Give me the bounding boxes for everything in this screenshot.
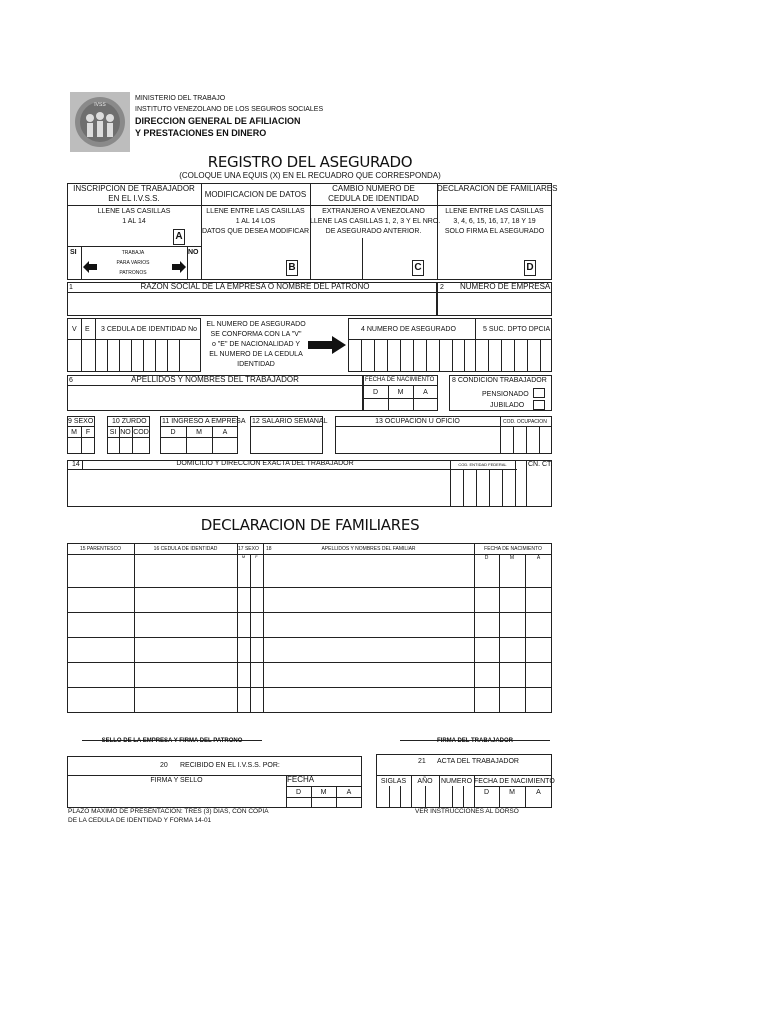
option-a-checkbox[interactable]: A	[173, 229, 185, 245]
option-varios: TRABAJA	[121, 250, 145, 256]
option-d-note-3: SOLO FIRMA EL ASEGURADO	[444, 228, 545, 235]
logo-text: IVSS	[94, 102, 106, 108]
si-checkbox[interactable]	[69, 264, 79, 278]
col-18: 18	[266, 546, 272, 552]
field-5-label: 5 SUC. DPTO DPCIA	[483, 326, 551, 333]
numero-label: NUMERO	[440, 778, 473, 785]
option-c-checkbox[interactable]: C	[412, 260, 424, 276]
page-subtitle: (COLOQUE UNA EQUIS (X) EN EL RECUADRO QUE CORRESPONDA)	[179, 171, 441, 180]
option-b-checkbox[interactable]: B	[286, 260, 298, 276]
option-d-note: LLENE ENTRE LAS CASILLAS	[445, 208, 544, 215]
fecha-label: FECHA	[287, 775, 315, 784]
field-9-label: 9 SEXO	[68, 418, 94, 425]
field-14-label: DOMICILIO Y DIRECCION EXACTA DEL TRABAJADOR	[176, 460, 354, 467]
familiares-title: DECLARACION DE FAMILIARES	[200, 516, 420, 534]
field-20-label: RECIBIDO EN EL I.V.S.S. POR:	[180, 762, 280, 769]
field-21-label: ACTA DEL TRABAJADOR	[437, 758, 519, 765]
header-direction: DIRECCION GENERAL DE AFILIACION	[135, 116, 301, 126]
col-nombres: APELLIDOS Y NOMBRES DEL FAMILIAR	[321, 546, 416, 552]
field-1-num: 1	[69, 284, 73, 291]
field-12-label: 12 SALARIO SEMANAL	[252, 418, 328, 425]
firma-trabajador-label: FIRMA DEL TRABAJADOR	[437, 738, 513, 744]
nationality-v: V	[72, 326, 77, 333]
col-fecha-m: M	[509, 555, 515, 561]
ingreso-a: A	[222, 429, 228, 436]
asegurado-note-2: SE CONFORMA CON LA "V"	[210, 331, 302, 338]
jubilado-label: JUBILADO	[490, 402, 525, 409]
option-c-title-2: CEDULA DE IDENTIDAD	[328, 194, 419, 203]
col-sexo-m: M	[241, 554, 246, 559]
header-institute: INSTITUTO VENEZOLANO DE LOS SEGUROS SOCIALES	[135, 106, 324, 113]
field-13-label: 13 OCUPACION U OFICIO	[375, 418, 460, 425]
col-sexo-f: F	[255, 554, 258, 559]
option-a-title-2: EN EL I.V.S.S.	[108, 194, 160, 203]
col-cedula: 16 CEDULA DE IDENTIDAD	[153, 546, 218, 552]
option-d-checkbox[interactable]: D	[524, 260, 536, 276]
cod-ocupacion-label: COD. OCUPACION	[503, 419, 547, 425]
fecha-21-d: D	[483, 789, 490, 796]
option-a-note-2: 1 AL 14	[122, 218, 146, 225]
fecha-21-a: A	[536, 789, 541, 796]
sexo-f: F	[85, 429, 91, 436]
plazo-note-2: DE LA CEDULA DE IDENTIDAD Y FORMA 14-01	[68, 817, 212, 824]
sexo-m: M	[71, 429, 77, 436]
asegurado-note-5: IDENTIDAD	[237, 361, 275, 368]
fecha-20-a: A	[346, 789, 352, 796]
option-varios-2: PARA VARIOS	[116, 260, 150, 266]
field-2-num: 2	[440, 284, 444, 291]
option-no-label: NO	[188, 249, 199, 256]
fecha-21-m: M	[509, 789, 515, 796]
anio-label: AÑO	[417, 778, 433, 785]
option-c-note-3: DE ASEGURADO ANTERIOR.	[325, 228, 422, 235]
sello-label: SELLO DE LA EMPRESA Y FIRMA DEL PATRONO	[101, 738, 243, 744]
field-1-label: RAZON SOCIAL DE LA EMPRESA O NOMBRE DEL PATRONO	[140, 282, 370, 291]
pensionado-label: PENSIONADO	[482, 391, 529, 398]
zurdo-si: SI	[109, 429, 117, 436]
fecha-d: D	[372, 389, 379, 396]
ingreso-d: D	[170, 429, 176, 436]
col-parentesco: 15 PARENTESCO	[79, 546, 122, 552]
option-b-note: LLENE ENTRE LAS CASILLAS	[206, 208, 305, 215]
header-direction-2: Y PRESTACIONES EN DINERO	[135, 128, 267, 138]
fecha-a: A	[423, 389, 428, 396]
instrucciones-note: VER INSTRUCCIONES AL DORSO	[415, 808, 519, 815]
col-fecha-d: D	[484, 555, 489, 561]
option-b-note-2: 1 AL 14 LOS	[235, 218, 276, 225]
option-c-note: EXTRANJERO A VENEZOLANO	[322, 208, 425, 215]
zurdo-cod: COD	[133, 429, 149, 436]
field-20-num: 20	[160, 762, 168, 769]
page-title: REGISTRO DEL ASEGURADO	[207, 153, 413, 171]
arrow-right-big-icon	[308, 336, 346, 359]
col-sexo: 17 SEXO	[238, 546, 259, 552]
siglas-label: SIGLAS	[380, 778, 407, 785]
field-2-label: NUMERO DE EMPRESA	[460, 282, 551, 291]
asegurado-note: EL NUMERO DE ASEGURADO	[206, 321, 306, 328]
option-a-note: LLENE LAS CASILLAS	[97, 208, 171, 215]
field-7-label: FECHA DE NACIMIENTO	[365, 377, 435, 383]
option-b-title: MODIFICACION DE DATOS	[204, 190, 307, 199]
zurdo-no: NO	[120, 429, 131, 436]
field-10-label: 10 ZURDO	[112, 418, 147, 425]
ingreso-m: M	[196, 429, 202, 436]
fecha-20-d: D	[295, 789, 302, 796]
jubilado-checkbox[interactable]	[533, 400, 545, 410]
header-ministry: MINISTERIO DEL TRABAJO	[135, 95, 226, 102]
asegurado-note-3: o "E" DE NACIONALIDAD Y	[211, 341, 301, 348]
fecha-20-m: M	[320, 789, 327, 796]
option-d-note-2: 3, 4, 6, 15, 16, 17, 18 Y 19	[453, 218, 536, 225]
field-4-label: 4 NUMERO DE ASEGURADO	[361, 326, 456, 333]
arrow-right-icon	[172, 260, 186, 278]
option-d-title: DECLARACION DE FAMILIARES	[437, 184, 558, 193]
pensionado-checkbox[interactable]	[533, 388, 545, 398]
field-6-label: APELLIDOS Y NOMBRES DEL TRABAJADOR	[131, 375, 299, 384]
fecha-nac-21-label: FECHA DE NACIMIENTO	[474, 778, 555, 785]
option-b-note-3: DATOS QUE DESEA MODIFICAR	[201, 228, 310, 235]
nationality-e: E	[85, 326, 90, 333]
asegurado-note-4: EL NUMERO DE LA CEDULA	[209, 351, 303, 358]
field-3-label: 3 CEDULA DE IDENTIDAD No	[101, 326, 198, 333]
firma-sello-label: FIRMA Y SELLO	[150, 777, 203, 784]
ivss-logo	[70, 92, 130, 152]
option-si-label: SI	[70, 249, 77, 256]
option-c-title: CAMBIO NUMERO DE	[332, 184, 415, 193]
col-fecha: FECHA DE NACIMIENTO	[484, 546, 542, 552]
field-6-num: 6	[69, 377, 73, 384]
field-21-num: 21	[418, 758, 426, 765]
col-fecha-a: A	[536, 555, 541, 561]
field-14-num: 14	[72, 461, 80, 468]
option-varios-3: PATRONOS	[119, 270, 147, 276]
plazo-note: PLAZO MAXIMO DE PRESENTACION: TRES (3) DIAS, CON COPIA	[68, 808, 269, 815]
field-11-label: 11 INGRESO A EMPRESA	[162, 418, 246, 425]
option-c-note-2: LLENE LAS CASILLAS 1, 2, 3 Y EL NRO.	[310, 218, 441, 225]
cod-entidad-label: COD. ENTIDAD FEDERAL	[458, 462, 507, 467]
arrow-left-icon	[83, 260, 97, 278]
option-a-title: INSCRIPCION DE TRABAJADOR	[73, 184, 195, 193]
cn-ct-label: CN. CT.	[528, 461, 553, 468]
fecha-m: M	[397, 389, 404, 396]
field-8-label: 8 CONDICION TRABAJADOR	[452, 377, 547, 384]
